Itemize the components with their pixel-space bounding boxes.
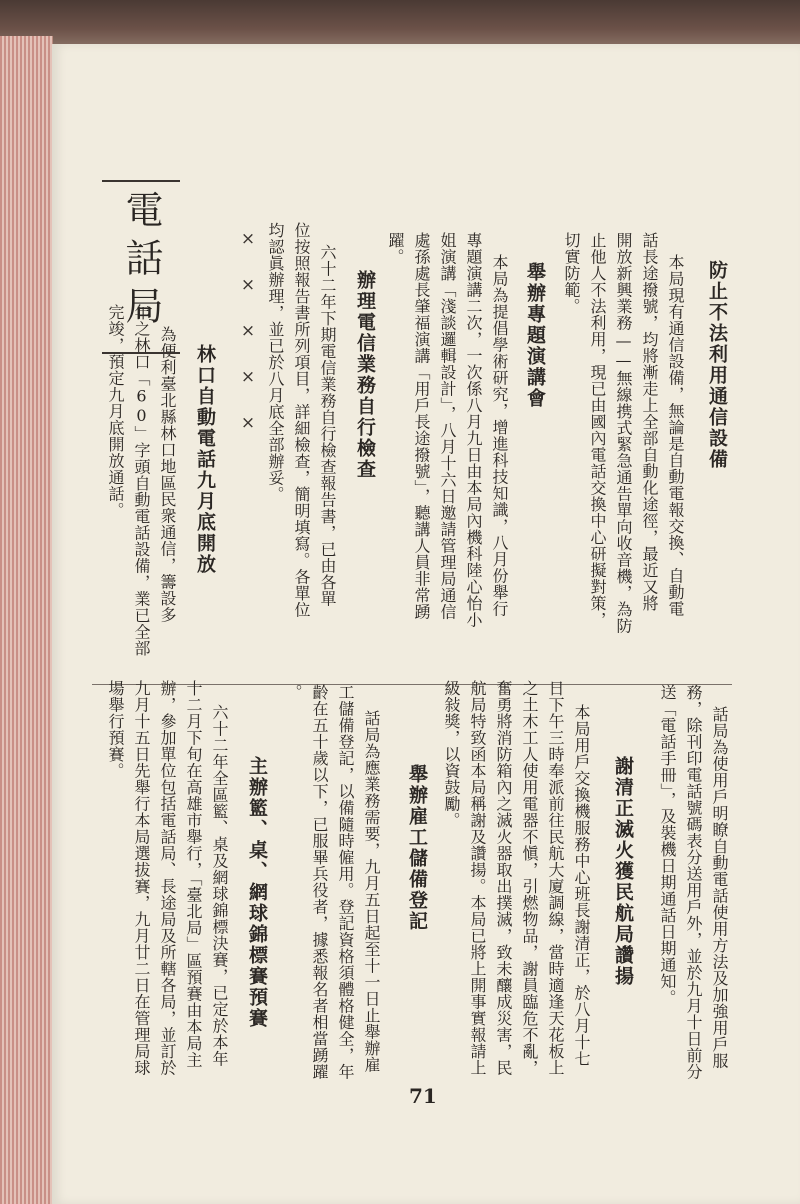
article-body-line: 務，除刊印電話號碼表分送用戶外，並於九月十日前分 [684,684,703,1080]
article-body-line: 完竣，預定九月底開放通話。 [106,304,125,519]
article-body-line: 工儲備登記，以備隨時僱用。登記資格須體格健全，年 [336,684,355,1080]
article-body-line: 之土木工人使用電器不愼，引燃物品，謝員臨危不亂， [520,680,539,1076]
document-page [52,44,800,1204]
article-title-lecture: 舉辦專題演講會 [524,262,546,409]
article-body-line: 話局為應業務需要，九月五日起至十一日止舉辦雇 [362,710,381,1073]
page-stack-edge [0,36,53,1204]
sidebar-title: 電話局 [119,190,163,334]
section-separator: ××××× [238,229,258,459]
article-body-line: 躍。 [386,232,405,265]
article-body-line: 。 [284,684,303,701]
article-title-linkou: 林口自動電話九月底開放 [194,344,216,575]
article-body-line: 九月十五日先舉行本局選拔賽，九月廿二日在管理局球 [132,680,151,1076]
article-title-xie-qingzheng: 謝清正滅火獲民航局讚揚 [612,756,634,987]
book-cover-edge [0,0,800,48]
article-body-line: 處孫處長肇福演講「用戶長途撥號」，聽講人員非常踴 [412,232,431,620]
article-body-line: 話長途撥號，均將漸走上全部自動化途徑，最近又將 [640,232,659,612]
article-title-self-inspection: 辦理電信業務自行檢查 [354,270,376,480]
article-body-line: 姐演講「淺談邏輯設計」，八月十六日邀請管理局通信 [438,232,457,620]
article-body-line: 止他人不法利用，現已由國內電話交換中心研擬對策， [588,232,607,628]
article-body-line: 位按照報告書所列項目，詳細檢查，簡明填寫。各單位 [292,222,311,618]
article-title-hiring: 舉辦雇工儲備登記 [406,764,428,932]
article-body-line: 十二月下旬在高雄市舉行，「臺北局」區預賽由本局主 [184,680,203,1068]
article-body-line: 辦，參加單位包括電話局、長途局及所轄各局，並訂於 [158,680,177,1076]
page-number: 71 [409,1084,437,1108]
article-body-line: 奮勇將消防箱內之滅火器取出撲滅，致未釀成災害，民 [494,680,513,1076]
article-body-line: 為便利臺北縣林口地區民衆通信，籌設多 [158,326,177,623]
article-body-line: 專題演講二次，一次係八月九日由本局內機科陸心怡小 [464,232,483,628]
article-body-line: 送「電話手冊」，及裝機日期通話日期通知。 [658,684,677,1006]
article-body-line: 切實防範。 [562,232,581,315]
article-body-line: 均認眞辦理，並已於八月底全部辦妥。 [266,222,285,503]
article-body-line: 開放新興業務——無線携式緊急通告單向收音機，為防 [614,232,633,634]
article-body-line: 齡在五十歲以下，已服畢兵役者，據悉報名者相當踴躍 [310,684,329,1080]
article-body-line: 年之林口「60」字頭自動電話設備，業已全部 [132,304,151,657]
article-body-line: 本局用戶交換機服務中心班長謝清正，於八月十七 [572,704,591,1067]
article-body-line: 話局為使用戶明瞭自動電話使用方法及加強用戶服 [710,706,729,1069]
article-title-ball-games: 主辦籃、桌、網球錦標賽預賽 [246,756,268,1029]
article-body-line: 場舉行預賽。 [106,680,125,779]
article-title-prevent-misuse: 防止不法利用通信設備 [706,260,728,470]
article-body-line: 日下午三時奉派前往民航大廈調線，當時適逢天花板上 [546,680,565,1076]
article-body-line: 航局特致函本局稱謝及讚揚。本局已將上開事實報請上 [468,680,487,1076]
article-body-line: 級敍獎，以資鼓勵。 [442,680,461,829]
article-body-line: 本局為提倡學術研究，增進科技知識，八月份舉行 [490,254,509,617]
article-body-line: 六十二年全區籃、桌及網球錦標決賽，已定於本年 [210,704,229,1067]
article-body-line: 六十二年下期電信業務自行檢查報告書，已由各單 [318,244,337,607]
article-body-line: 本局現有通信設備，無論是自動電報交換、自動電 [666,254,685,617]
